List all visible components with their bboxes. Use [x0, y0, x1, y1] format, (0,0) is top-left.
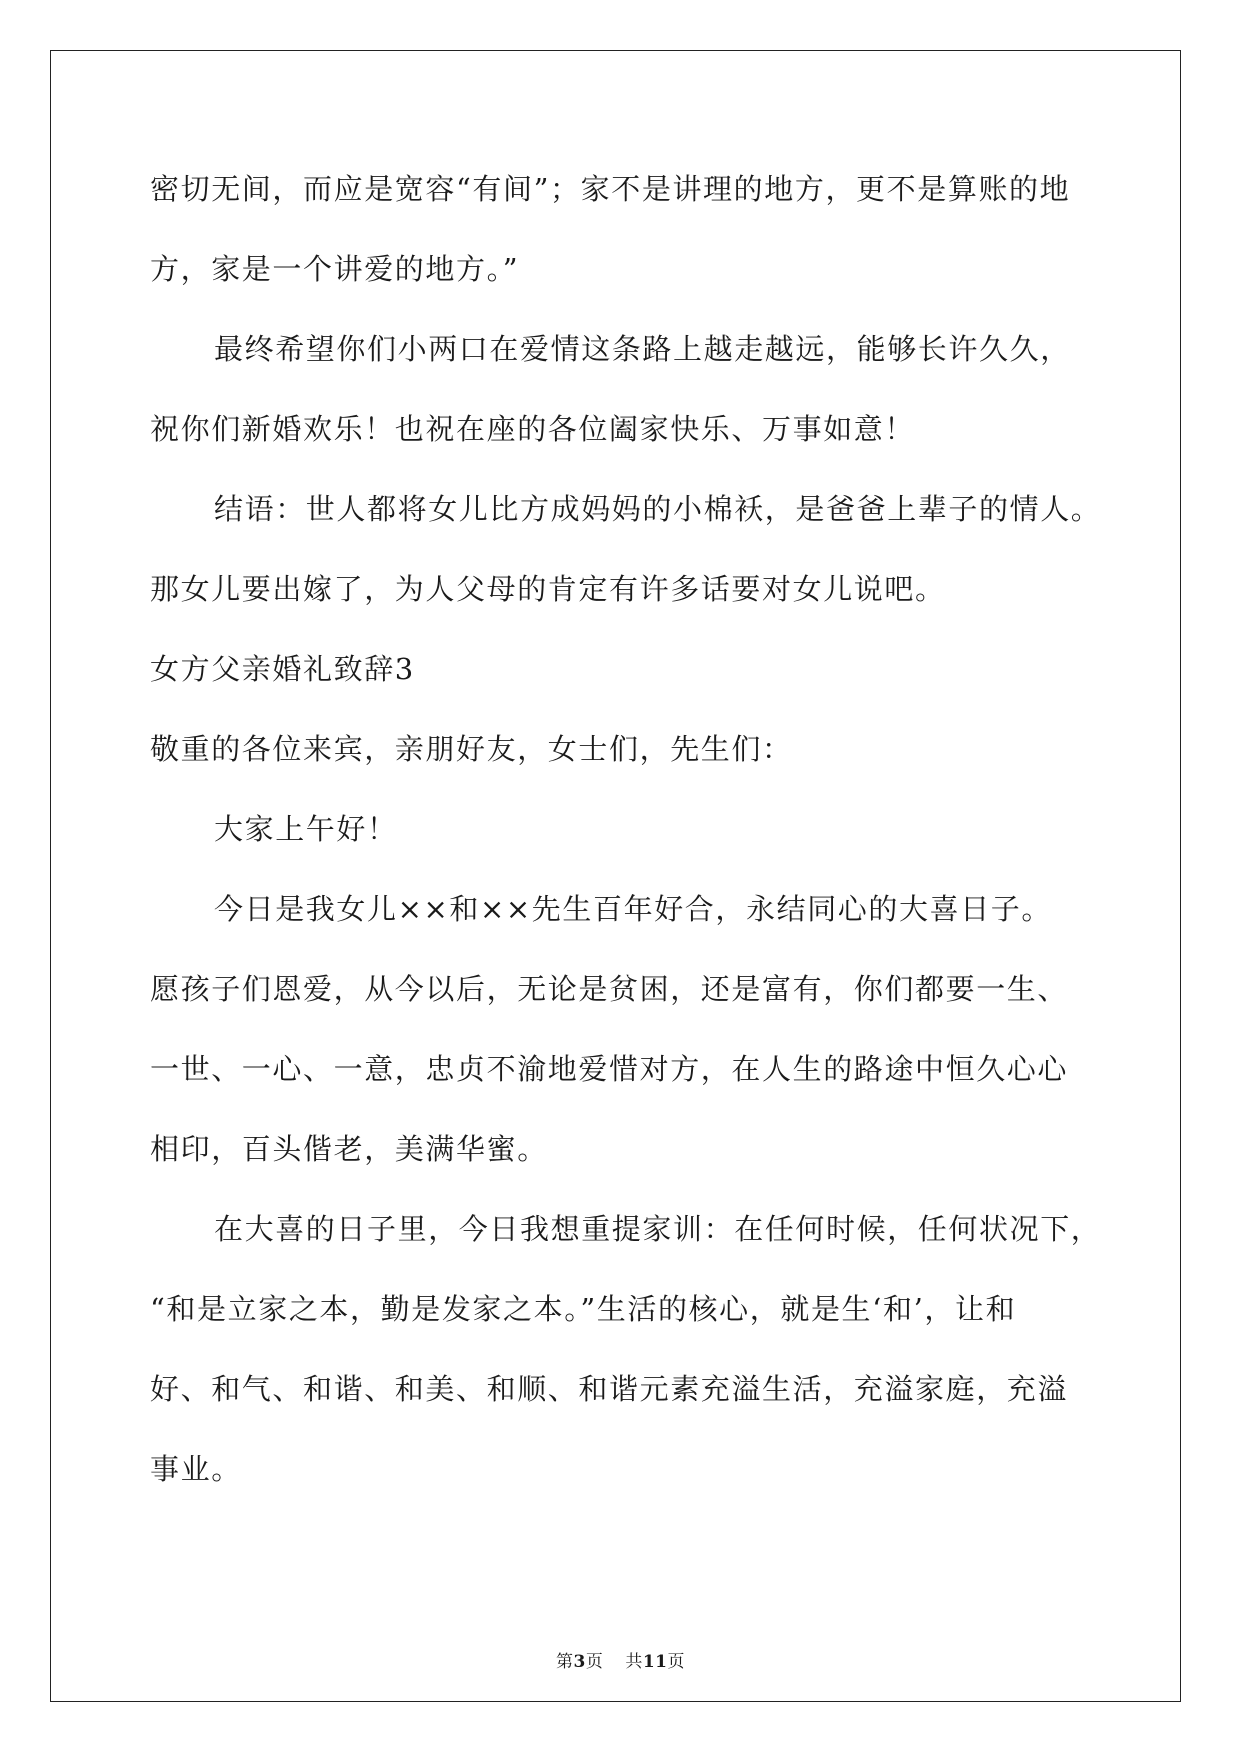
page-prefix: 第 [555, 1652, 574, 1672]
page-footer [0, 1647, 1241, 1672]
document-body [150, 163, 1110, 1523]
greeting: 大家上午好！ [214, 812, 398, 846]
total-suffix: 页 [667, 1652, 685, 1672]
text-line: 今日是我女儿××和××先生百年好合，永结同心的大喜日子。 [214, 892, 1052, 926]
text-line: 最终希望你们小两口在爱情这条路上越走越远，能够长许久久， [214, 332, 1071, 366]
text-line: 一世、一心、一意，忠贞不渝地爱惜对方，在人生的路途中恒久心心 [150, 1052, 1069, 1086]
text-line: 好、和气、和谐、和美、和顺、和谐元素充溢生活，充溢家庭，充溢 [150, 1372, 1069, 1406]
page-number: 3 [573, 1652, 586, 1672]
salutation: 敬重的各位来宾，亲朋好友，女士们，先生们： [150, 732, 793, 766]
text-line: 密切无间，而应是宽容“有间”；家不是讲理的地方，更不是算账的地 [150, 172, 1071, 206]
page-suffix: 页 [585, 1652, 604, 1672]
text-line: 愿孩子们恩爱，从今以后，无论是贫困，还是富有，你们都要一生、 [150, 972, 1069, 1006]
text-line: 方，家是一个讲爱的地方。” [150, 252, 520, 286]
text-line: 在大喜的日子里，今日我想重提家训：在任何时候，任何状况下， [214, 1212, 1102, 1246]
total-pages: 11 [642, 1652, 668, 1672]
text-line: 那女儿要出嫁了，为人父母的肯定有许多话要对女儿说吧。 [150, 572, 946, 606]
total-prefix: 共 [625, 1652, 643, 1672]
text-line: 结语：世人都将女儿比方成妈妈的小棉袄，是爸爸上辈子的情人。 [214, 492, 1102, 526]
text-line: 祝你们新婚欢乐！也祝在座的各位阖家快乐、万事如意！ [150, 412, 916, 446]
text-line: 事业。 [150, 1452, 242, 1486]
section-heading: 女方父亲婚礼致辞3 [150, 652, 415, 686]
text-line: “和是立家之本，勤是发家之本。”生活的核心，就是生‘和’，让和 [150, 1292, 1017, 1326]
text-line: 相印，百头偕老，美满华蜜。 [150, 1132, 548, 1166]
